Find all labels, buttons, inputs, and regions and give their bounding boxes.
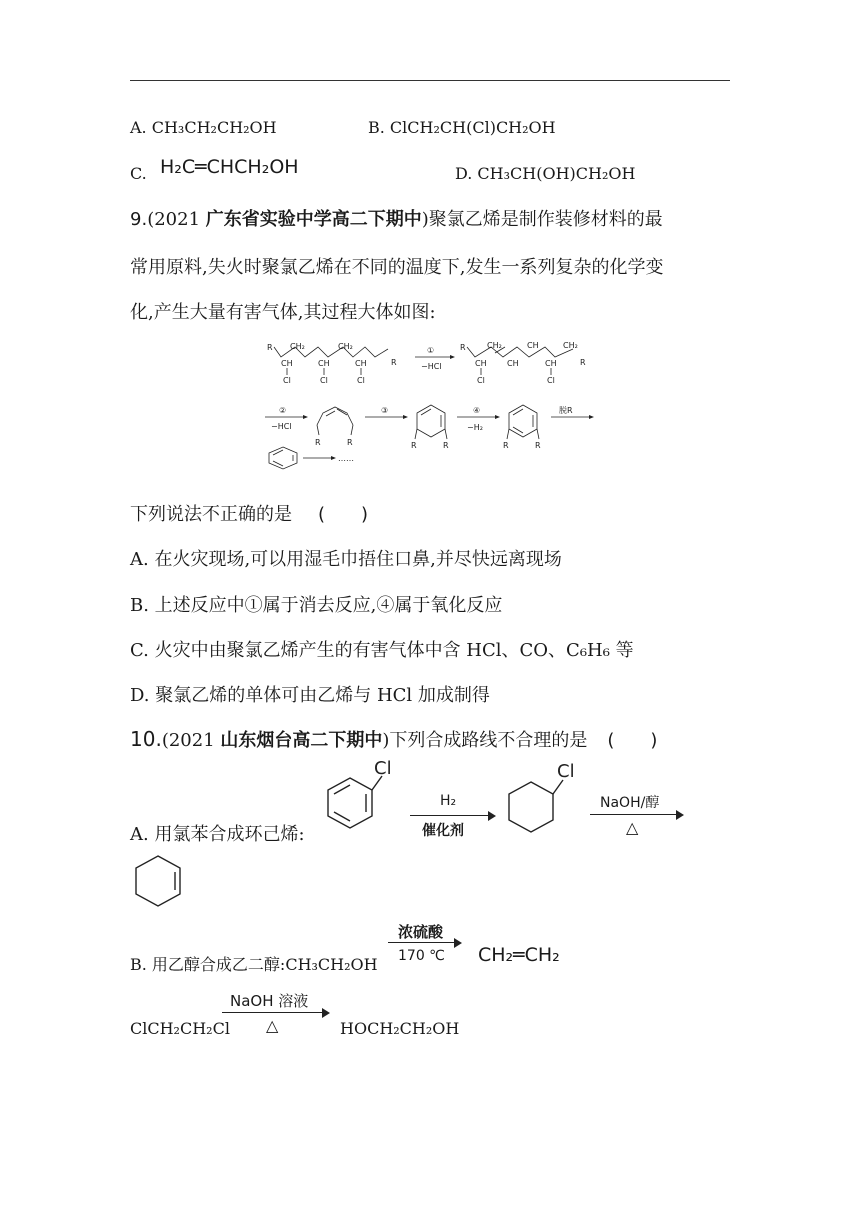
q10-b-arrowhead2 [322,1008,330,1018]
chlorobenzene-cl: Cl [374,760,392,779]
scheme-r2: R [391,358,397,367]
scheme-step2: ② [279,406,287,415]
scheme-ch-6: CH [527,341,539,350]
q9-text-1: 聚氯乙烯是制作装修材料的最 [428,209,663,230]
q10-b-cond1-bottom: 170 ℃ [398,948,445,964]
scheme-r5: R [315,438,321,447]
q9-stem-line [130,500,368,526]
q10-number: 10. [130,727,162,751]
scheme-step4: ④ [473,406,481,415]
scheme-cl-1: Cl [283,376,291,385]
scheme-ch2-1: CH₂ [290,342,305,351]
q10-b-product2: HOCH₂CH₂OH [340,1019,460,1038]
scheme-r10: R [535,441,541,450]
q9-number: 9. [130,209,148,230]
q9-option-b: B. 上述反应中①属于消去反应,④属于氧化反应 [130,595,503,616]
q10-line1 [130,726,657,752]
q10-source-open: (2021 [161,730,221,751]
q10-source: 山东烟台高二下期中 [220,730,383,751]
chlorocyclohexane-structure [495,760,590,845]
scheme-step1-cond: −HCl [421,362,442,371]
scheme-r8: R [443,441,449,450]
scheme-r9: R [503,441,509,450]
scheme-r4: R [580,358,586,367]
scheme-ch-3: CH [355,359,367,368]
scheme-ch-5: CH [507,359,519,368]
q10-b-arrow1 [388,942,456,943]
scheme-r6: R [347,438,353,447]
q10-source-close: ) [382,730,390,751]
scheme-r1: R [267,343,273,352]
q10-a-cond2-bottom: △ [626,818,639,837]
q10-b-cond2-top: NaOH 溶液 [230,992,309,1010]
scheme-ch2-4: CH₂ [563,341,578,350]
q10-a-cond1-top: H₂ [440,793,457,809]
q10-a-arrow1 [410,815,490,816]
scheme-ch-2: CH [318,359,330,368]
q10-b-arrowhead1 [454,938,462,948]
q10-b-cond1-top: 浓硫酸 [398,923,444,941]
scheme-ch2-3: CH₂ [487,341,502,350]
option-a-prev: A. CH₃CH₂CH₂OH [130,118,277,137]
q9-stem: 下列说法不正确的是 [130,504,292,525]
q10-b-cond2-bottom: △ [266,1016,279,1035]
q9-option-c: C. 火灾中由聚氯乙烯产生的有害气体中含 HCl、CO、C₆H₆ 等 [130,640,634,661]
q9-source-open: (2021 [147,209,206,230]
scheme-cl-3: Cl [357,376,365,385]
q10-a-cond1-bottom: 催化剂 [422,823,464,839]
q9-option-a: A. 在火灾现场,可以用湿毛巾捂住口鼻,并尽快远离现场 [130,549,562,570]
pvc-decomposition-scheme [255,335,600,470]
q10-option-b-text: B. 用乙醇合成乙二醇:CH₃CH₂OH [130,955,378,974]
q9-source-close: ) [421,209,429,230]
scheme-r7: R [411,441,417,450]
chlorobenzene-structure [320,760,400,840]
q10-b-product1: CH₂═CH₂ [478,944,560,966]
option-b-prev: B. ClCH₂CH(Cl)CH₂OH [368,118,556,137]
scheme-ch-1: CH [281,359,293,368]
option-d-prev: D. CH₃CH(OH)CH₂OH [455,164,636,183]
q9-option-d: D. 聚氯乙烯的单体可由乙烯与 HCl 加成制得 [130,685,490,706]
scheme-ch2-2: CH₂ [338,342,353,351]
scheme-ch-7: CH [545,359,557,368]
q9-source: 广东省实验中学高二下期中 [205,209,422,230]
q10-a-arrow2 [590,814,678,815]
scheme-step3: ③ [381,406,389,415]
top-divider [130,80,730,81]
scheme-dots: …… [338,454,354,463]
scheme-cl-5: Cl [547,376,555,385]
option-c-prev-label: C. [130,164,147,183]
q10-option-a-text: A. 用氯苯合成环己烯: [130,824,305,845]
q10-b-arrow2 [222,1012,324,1013]
q9-line3: 化,产生大量有害气体,其过程大体如图: [130,302,436,323]
chlorocyclohexane-cl: Cl [557,761,575,782]
scheme-r3: R [460,343,466,352]
q10-b-reactant2: ClCH₂CH₂Cl [130,1019,230,1038]
q10-answer-paren: ( ) [607,730,658,751]
q9-line1 [130,205,663,231]
scheme-step5: 脱R [559,406,573,415]
q10-a-cond2-top: NaOH/醇 [600,795,660,811]
scheme-cl-4: Cl [477,376,485,385]
option-c-prev-formula: H₂C═CHCH₂OH [160,156,299,178]
q9-line2: 常用原料,失火时聚氯乙烯在不同的温度下,发生一系列复杂的化学变 [130,257,664,278]
scheme-cl-2: Cl [320,376,328,385]
scheme-ch-4: CH [475,359,487,368]
scheme-step1: ① [427,346,435,355]
scheme-step2-cond: −HCl [271,422,292,431]
scheme-step4-cond: −H₂ [467,423,483,432]
q9-answer-paren: ( ) [318,504,369,525]
q10-a-arrowhead2 [676,810,684,820]
q10-stem: 下列合成路线不合理的是 [389,730,588,751]
cyclohexene-structure [130,850,200,920]
